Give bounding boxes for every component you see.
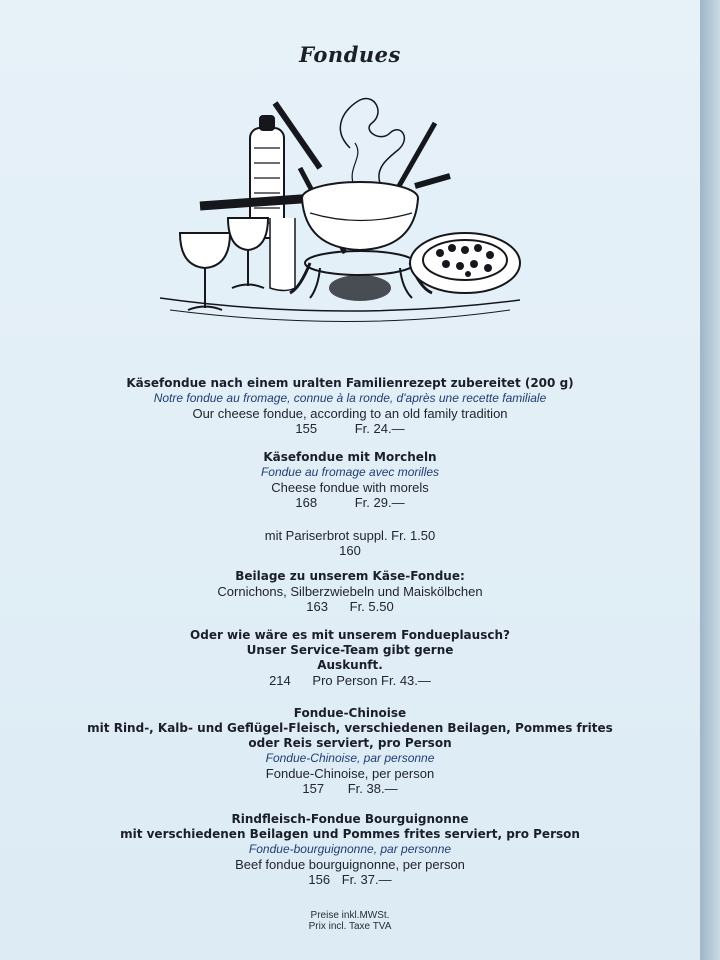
item-price: Fr. 38.— [347, 781, 398, 796]
price-note-fr: Prix incl. Taxe TVA [308, 921, 392, 932]
item-price-row [0, 421, 700, 436]
menu-item-bourguignonne [0, 812, 700, 887]
item-number: 157 [302, 781, 325, 796]
item-title-de: Käsefondue mit Morcheln [263, 450, 437, 464]
item-price-row [0, 673, 700, 688]
menu-item-fondueplausch [0, 628, 700, 688]
page-title: Fondues [299, 42, 401, 67]
item-number: 214 [269, 673, 291, 688]
item-number: 156 [308, 872, 331, 887]
item-title-fr: Fondue-bourguignonne, par personne [248, 842, 452, 856]
menu-item-pariserbrot [0, 528, 700, 558]
item-number: 168 [295, 495, 318, 510]
item-title-en: Cheese fondue with morels [271, 480, 429, 495]
item-title-fr: Fondue au fromage avec morilles [260, 465, 440, 479]
item-title-line3: Auskunft. [317, 658, 383, 672]
item-price-row [0, 599, 700, 614]
item-number: 155 [295, 421, 318, 436]
item-number: 160 [339, 543, 361, 558]
item-title-en: Beef fondue bourguignonne, per person [235, 857, 465, 872]
item-price-row [0, 495, 700, 510]
item-title-line2: Unser Service-Team gibt gerne [246, 643, 454, 657]
price-note [0, 910, 700, 932]
item-price: Fr. 5.50 [349, 599, 394, 614]
item-title-fr: Notre fondue au fromage, connue à la ronde, d'après une recette familiale [153, 391, 547, 405]
item-title-line1: Oder wie wäre es mit unserem Fondueplausch? [190, 628, 510, 642]
item-title-de: Käsefondue nach einem uralten Familienrezept zubereitet (200 g) [126, 376, 574, 390]
item-price: Fr. 24.— [354, 421, 405, 436]
menu-item-beilage [0, 569, 700, 614]
menu-item-fondue-chinoise [0, 706, 700, 796]
item-title-en: Our cheese fondue, according to an old family tradition [192, 406, 508, 421]
item-price: Pro Person Fr. 43.— [312, 673, 431, 688]
item-title-de: Fondue-Chinoise [293, 706, 407, 720]
menu-item-morcheln [0, 450, 700, 510]
item-price-row [0, 781, 700, 796]
item-title-fr: Fondue-Chinoise, par personne [265, 751, 435, 765]
item-title-en: Fondue-Chinoise, per person [265, 766, 435, 781]
item-price-row [0, 872, 700, 887]
supplement-text: mit Pariserbrot suppl. Fr. 1.50 [264, 528, 436, 543]
item-description-line1: mit Rind-, Kalb- und Geflügel-Fleisch, verschiedenen Beilagen, Pommes frites [87, 721, 613, 735]
item-title-de: Beilage zu unserem Käse-Fondue: [235, 569, 465, 583]
price-note-de: Preise inkl.MWSt. [310, 910, 390, 921]
item-price: Fr. 29.— [354, 495, 405, 510]
menu-item-kaesefondue [0, 376, 700, 436]
item-description-line1: mit verschiedenen Beilagen und Pommes frites serviert, pro Person [120, 827, 580, 841]
item-price: Fr. 37.— [341, 872, 392, 887]
item-title-de: Rindfleisch-Fondue Bourguignonne [231, 812, 469, 826]
item-detail: Cornichons, Silberzwiebeln und Maiskölbchen [217, 584, 483, 599]
item-description-line2: oder Reis serviert, pro Person [248, 736, 452, 750]
page-edge [700, 0, 720, 960]
fondue-illustration [150, 88, 530, 348]
item-number: 163 [306, 599, 328, 614]
